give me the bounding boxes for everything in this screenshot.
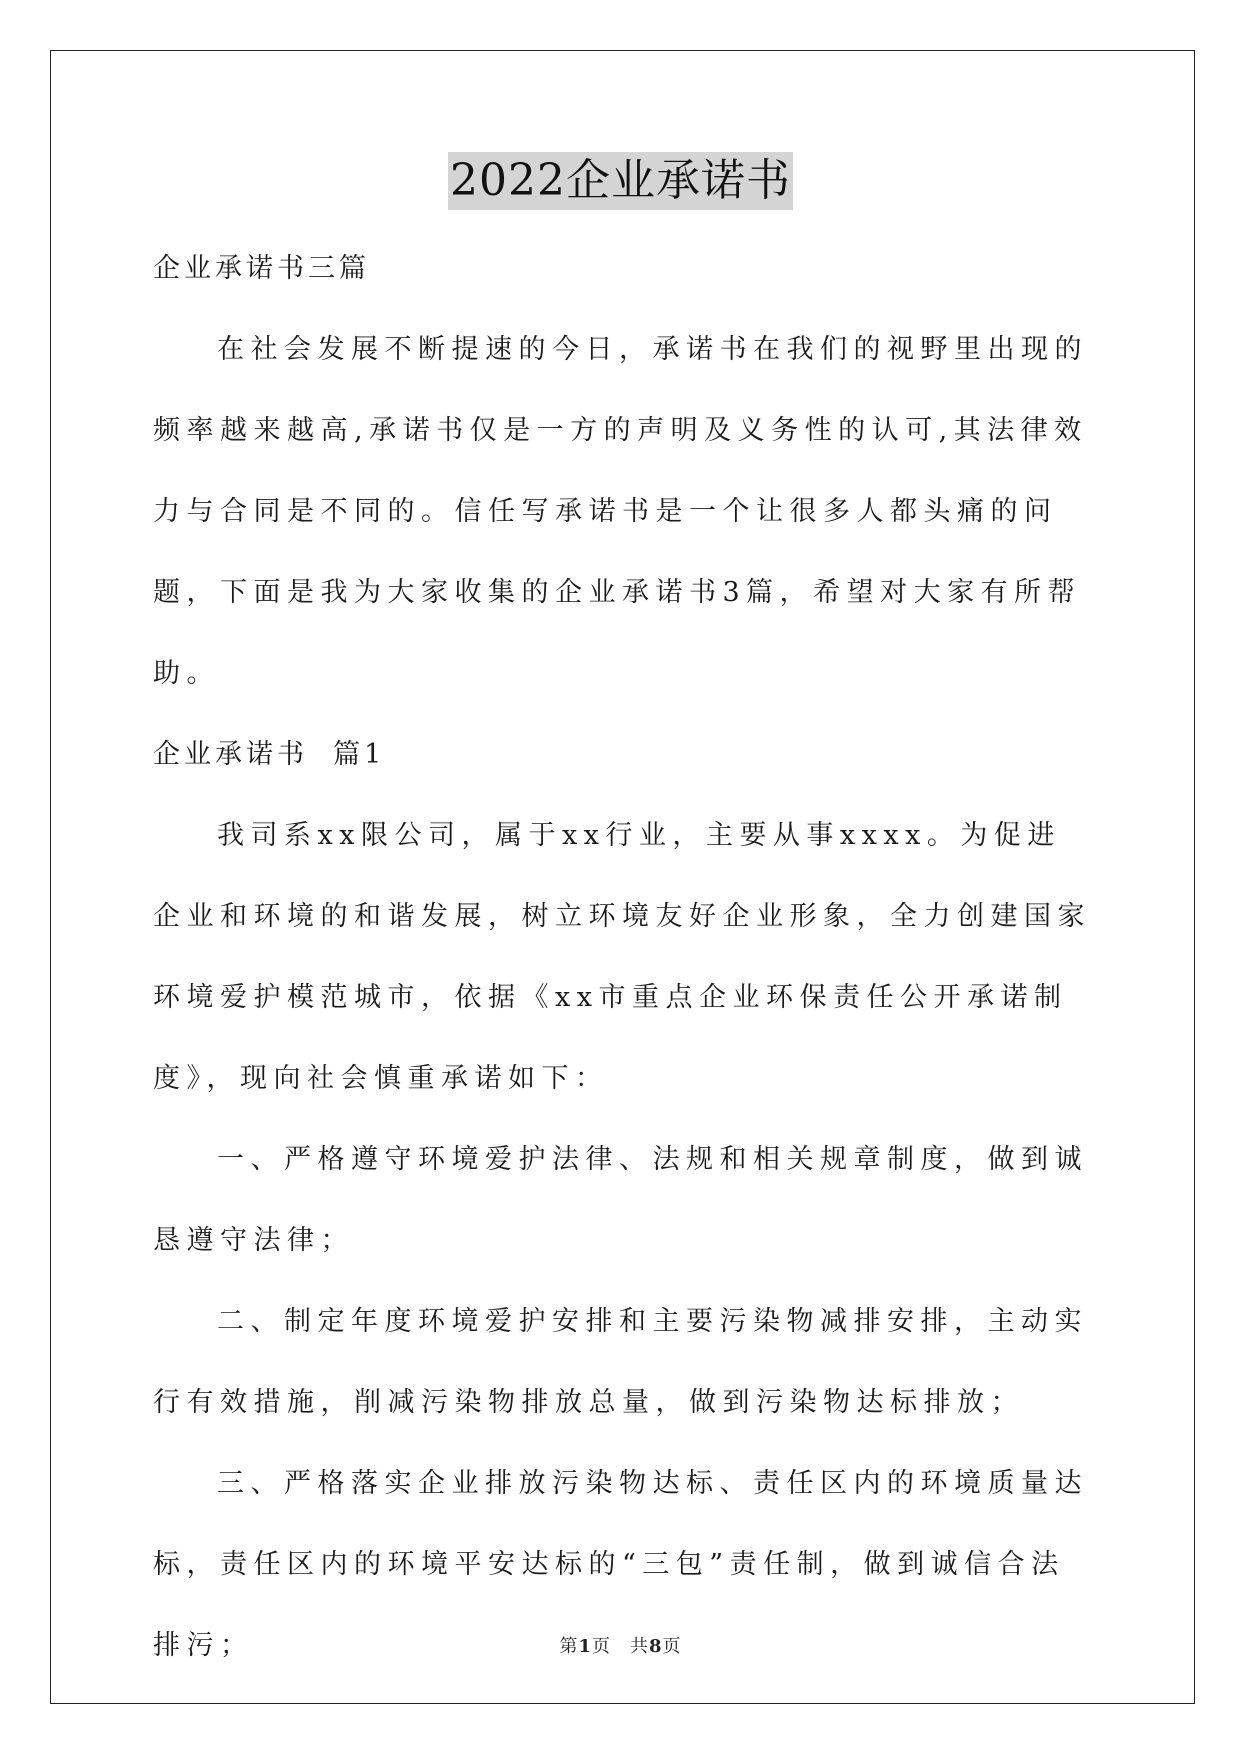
section-heading: 企业承诺书 篇1 [153,739,386,770]
document-subtitle: 企业承诺书三篇 [153,253,370,284]
commitment-item-3: 三、严格落实企业排放污染物达标、责任区内的环境质量达标，责任区内的环境平安达标的“三包”责任制，做到诚信合法排污； [153,1468,1088,1661]
commitment-item-2: 二、制定年度环境爱护安排和主要污染物减排安排，主动实行有效措施，削减污染物排放总量，做到污染物达标排放； [153,1306,1088,1418]
page-current: 1 [578,1636,592,1657]
page-mid: 页 共 [592,1636,649,1657]
intro-paragraph: 在社会发展不断提速的今日，承诺书在我们的视野里出现的频率越来越高,承诺书仅是一方的声明及义务性的认可,其法律效力与合同是不同的。信任写承诺书是一个让很多人都头痛的问题，下面是我为大家收集的企业承诺书3篇，希望对大家有所帮助。 [153,334,1088,689]
commitment-paragraph: 我司系xx限公司，属于xx行业，主要从事xxxx。为促进企业和环境的和谐发展，树立环境友好企业形象，全力创建国家环境爱护模范城市，依据《xx市重点企业环保责任公开承诺制度》，现向社会慎重承诺如下： [153,820,1091,1094]
page-prefix: 第 [559,1636,579,1657]
page-total: 8 [649,1636,663,1657]
page-suffix: 页 [662,1636,682,1657]
page-footer [0,1632,1241,1658]
title-container [0,152,1241,210]
document-title: 2022企业承诺书 [448,152,793,210]
document-body [153,228,1093,1686]
commitment-item-1: 一、严格遵守环境爱护法律、法规和相关规章制度，做到诚恳遵守法律； [153,1144,1088,1256]
